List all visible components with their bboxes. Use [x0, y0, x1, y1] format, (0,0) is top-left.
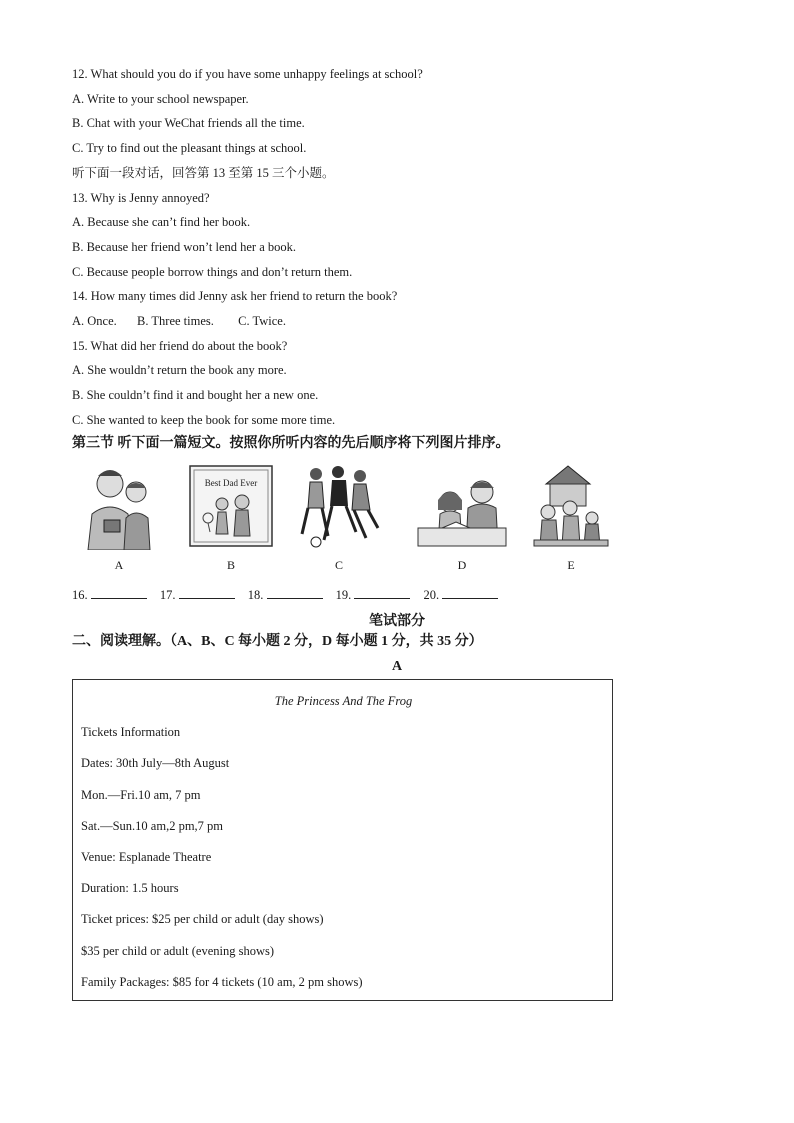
q12-question: 12. What should you do if you have some unhappy feelings at school?: [72, 67, 423, 81]
q12-option-a: A. Write to your school newspaper.: [72, 92, 249, 106]
ticket-line: Venue: Esplanade Theatre: [81, 850, 212, 864]
written-part-heading: 笔试部分: [369, 614, 425, 629]
q12-option-c: C. Try to find out the pleasant things at school.: [72, 141, 307, 155]
father-daughter-reading-picture: [412, 462, 512, 550]
q14-options: [72, 313, 286, 329]
picture-label-b: B: [226, 558, 235, 572]
q13-option-c: C. Because people borrow things and don’t return them.: [72, 265, 353, 279]
blank-20[interactable]: [442, 586, 498, 599]
blank-18-label: 18.: [247, 588, 264, 602]
blank-19[interactable]: [354, 586, 410, 599]
blank-17-label: 17.: [159, 588, 176, 602]
ticket-line: Tickets Information: [81, 725, 181, 739]
passage-label: A: [391, 659, 403, 674]
reading-section-title: 二、阅读理解。（A、B、C 每小题 2 分，D 每小题 1 分，共 35 分）: [72, 634, 483, 649]
ticket-info-box: [72, 679, 613, 1001]
q15-question: 15. What did her friend do about the book?: [72, 339, 288, 353]
blank-16[interactable]: [91, 586, 147, 599]
answer-blanks: [72, 586, 508, 603]
ticket-line: Mon.—Fri.10 am, 7 pm: [81, 788, 201, 802]
ticket-line: Duration: 1.5 hours: [81, 881, 179, 895]
blank-19-label: 19.: [335, 588, 352, 602]
picture-row: [72, 462, 632, 578]
blank-17[interactable]: [179, 586, 235, 599]
picture-label-d: D: [457, 558, 467, 572]
q13-option-a: A. Because she can’t find her book.: [72, 215, 251, 229]
q15-option-c: C. She wanted to keep the book for some more time.: [72, 413, 336, 427]
q14-option-a: A. Once.: [72, 314, 117, 328]
picture-label-e: E: [567, 558, 575, 572]
q12-option-b: B. Chat with your WeChat friends all the time.: [72, 116, 305, 130]
best-dad-card-picture: [186, 462, 276, 550]
q14-option-c: C. Twice.: [238, 314, 286, 328]
show-title: The Princess And The Frog: [274, 694, 413, 708]
blank-18[interactable]: [267, 586, 323, 599]
best-dad-caption: Best Dad Ever: [204, 478, 258, 488]
q14-question: 14. How many times did Jenny ask her friend to return the book?: [72, 289, 398, 303]
football-players-picture: [294, 462, 384, 550]
dialogue-instruction: 听下面一段对话，回答第 13 至第 15 三个小题。: [72, 166, 335, 180]
ticket-line: $35 per child or adult (evening shows): [81, 944, 275, 958]
ticket-line: Family Packages: $85 for 4 tickets (10 am, 2 pm shows): [81, 975, 363, 989]
parent-child-hug-picture: [74, 462, 164, 550]
picture-label-c: C: [334, 558, 343, 572]
picture-label-a: A: [114, 558, 124, 572]
q14-option-b: B. Three times.: [137, 314, 214, 328]
q15-option-b: B. She couldn’t find it and bought her a new one.: [72, 388, 319, 402]
q13-question: 13. Why is Jenny annoyed?: [72, 191, 210, 205]
ticket-line: Dates: 30th July—8th August: [81, 756, 230, 770]
q13-option-b: B. Because her friend won’t lend her a book.: [72, 240, 297, 254]
ticket-line: Ticket prices: $25 per child or adult (day shows): [81, 912, 324, 926]
blank-16-label: 16.: [72, 588, 88, 602]
blank-20-label: 20.: [423, 588, 440, 602]
family-picnic-picture: [526, 462, 616, 550]
ticket-line: Sat.—Sun.10 am,2 pm,7 pm: [81, 819, 224, 833]
q15-option-a: A. She wouldn’t return the book any more.: [72, 363, 287, 377]
section3-heading: 第三节 听下面一篇短文。按照你所听内容的先后顺序将下列图片排序。: [72, 436, 510, 451]
